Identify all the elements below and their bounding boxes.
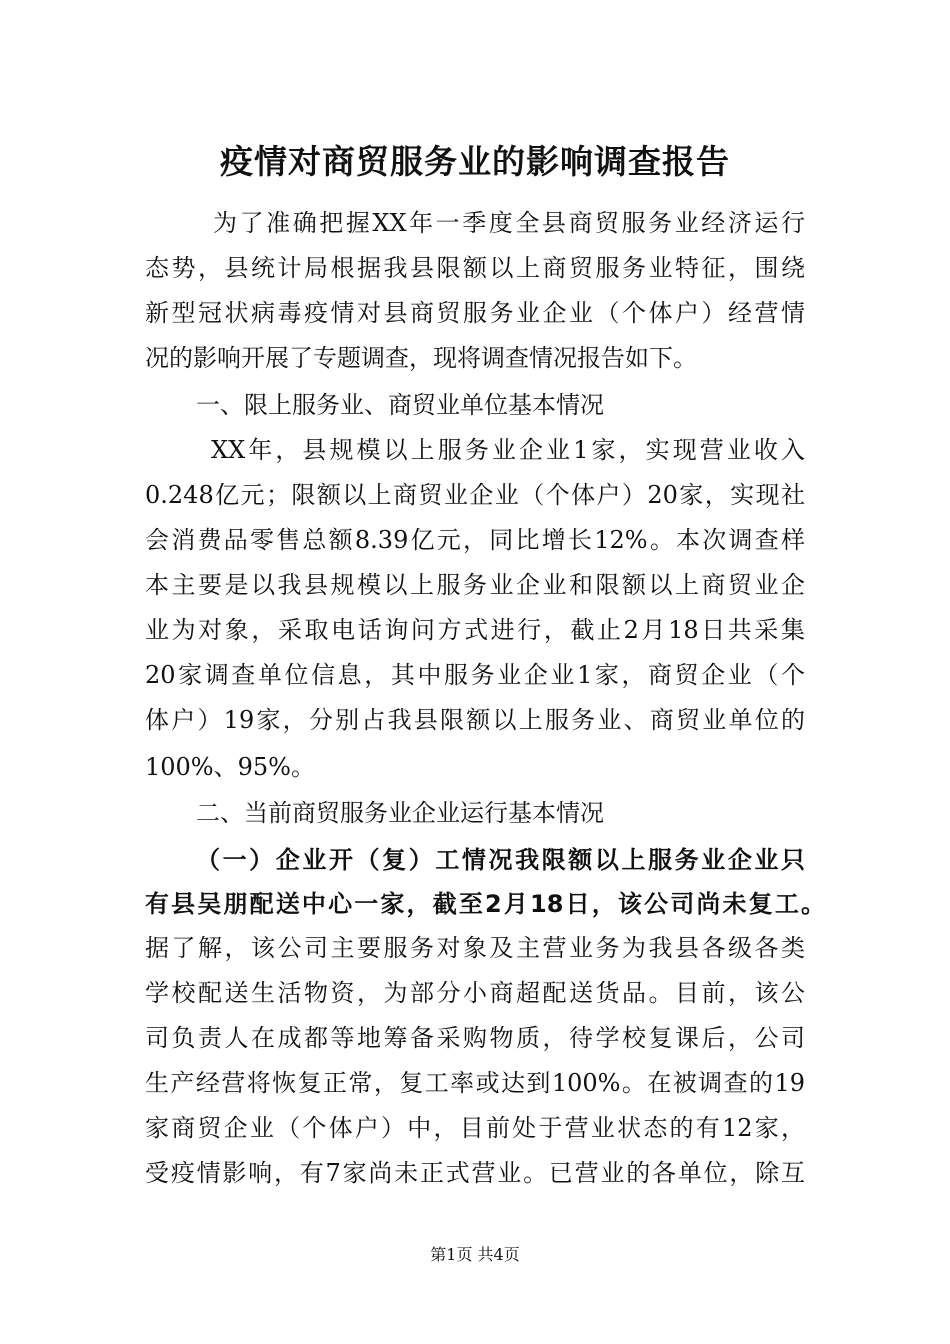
- section1-line: 会消费品零售总额8.39亿元，同比增长12%。本次调查样: [145, 526, 805, 554]
- page-footer: 第1页 共4页: [430, 1245, 520, 1264]
- section1-line: 20家调查单位信息，其中服务业企业1家，商贸企业（个: [145, 661, 805, 689]
- section1-line: 0.248亿元；限额以上商贸业企业（个体户）20家，实现社: [145, 481, 805, 509]
- section1-line: 100%、95%。: [145, 753, 315, 781]
- subsection1-line: 学校配送生活物资，为部分小商超配送货品。目前，该公: [145, 979, 805, 1007]
- subsection1-line: 家商贸企业（个体户）中，目前处于营业状态的有12家，: [145, 1114, 805, 1142]
- document-title: 疫情对商贸服务业的影响调查报告: [220, 142, 730, 181]
- section-heading-2: 二、当前商贸服务业企业运行基本情况: [196, 799, 604, 827]
- subsection1-line: 司负责人在成都等地筹备采购物质，待学校复课后，公司: [145, 1024, 805, 1052]
- intro-line: 态势，县统计局根据我县限额以上商贸服务业特征，围绕: [145, 254, 805, 282]
- section1-line: XX年，县规模以上服务业企业1家，实现营业收入: [211, 436, 805, 464]
- section1-line: 业为对象，采取电话询问方式进行，截止2月18日共采集: [145, 616, 805, 644]
- subsection1-line: 受疫情影响，有7家尚未正式营业。已营业的各单位，除互: [145, 1159, 805, 1187]
- subsection1-line: 据了解，该公司主要服务对象及主营业务为我县各级各类: [145, 934, 805, 962]
- intro-line: 为了准确把握XX年一季度全县商贸服务业经济运行: [213, 209, 805, 237]
- subsection-heading-line: 有县吴朋配送中心一家，截至2月18日，该公司尚未复工。: [145, 890, 825, 918]
- section1-line: 体户）19家，分别占我县限额以上服务业、商贸业单位的: [145, 706, 805, 734]
- intro-line: 新型冠状病毒疫情对县商贸服务业企业（个体户）经营情: [145, 299, 805, 327]
- subsection-heading-line: （一）企业开（复）工情况我限额以上服务业企业只: [196, 846, 805, 874]
- intro-line: 况的影响开展了专题调查，现将调查情况报告如下。: [145, 344, 697, 372]
- section1-line: 本主要是以我县规模以上服务业企业和限额以上商贸业企: [145, 571, 805, 599]
- subsection1-line: 生产经营将恢复正常，复工率或达到100%。在被调查的19: [145, 1069, 805, 1097]
- section-heading-1: 一、限上服务业、商贸业单位基本情况: [196, 391, 604, 419]
